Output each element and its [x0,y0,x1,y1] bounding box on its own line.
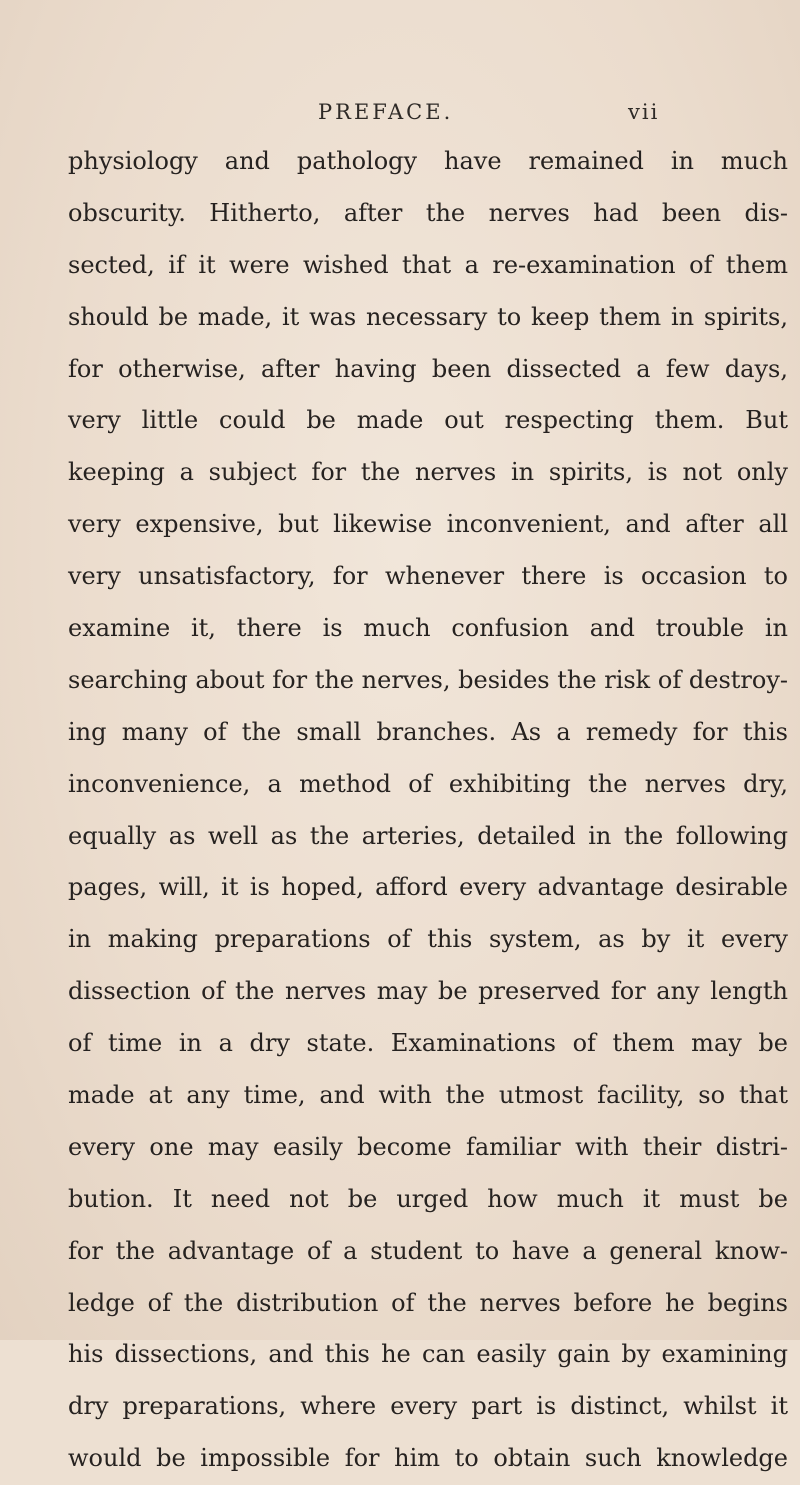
text-line: his dissections, and this he can easily gain by examining [68,1340,788,1369]
text-line: made at any time, and with the utmost facility, so that [68,1081,788,1110]
text-line: keeping a subject for the nerves in spirits, is not only [68,458,788,487]
text-line: equally as well as the arteries, detailed in the following [68,821,788,850]
text-line: very expensive, but likewise inconvenient, and after all [68,510,788,539]
running-head [0,100,800,136]
text-line: examine it, there is much confusion and trouble in [68,614,788,643]
text-line: of time in a dry state. Examinations of them may be [68,1029,788,1058]
text-line: in making preparations of this system, as by it every [68,925,788,954]
text-line: should be made, it was necessary to keep them in spirits, [68,302,788,331]
text-line: sected, if it were wished that a re-examination of them [68,250,788,279]
text-line: very little could be made out respecting them. But [68,406,788,435]
text-line: ing many of the small branches. As a remedy for this [68,717,788,746]
text-line: physiology and pathology have remained in much [68,147,788,175]
text-line: pages, will, it is hoped, afford every advantage desirable [68,873,788,902]
text-line: dry preparations, where every part is distinct, whilst it [68,1392,788,1421]
text-line: searching about for the nerves, besides the risk of destroy- [68,665,788,694]
text-line: obscurity. Hitherto, after the nerves had been dis- [68,198,788,227]
text-line: bution. It need not be urged how much it must be [68,1184,788,1213]
text-line: every one may easily become familiar with their distri- [68,1132,788,1161]
text-line: for otherwise, after having been dissected a few days, [68,354,788,383]
page-number: vii [628,100,660,124]
running-title: PREFACE. [318,100,454,124]
text-line: would be impossible for him to obtain such knowledge [68,1444,788,1473]
body-text [68,136,788,1485]
text-line: for the advantage of a student to have a general know- [68,1236,788,1265]
text-line: inconvenience, a method of exhibiting the nerves dry, [68,769,788,798]
text-line: very unsatisfactory, for whenever there is occasion to [68,562,788,591]
text-line: ledge of the distribution of the nerves before he begins [68,1288,788,1317]
text-line: dissection of the nerves may be preserved for any length [68,977,788,1006]
